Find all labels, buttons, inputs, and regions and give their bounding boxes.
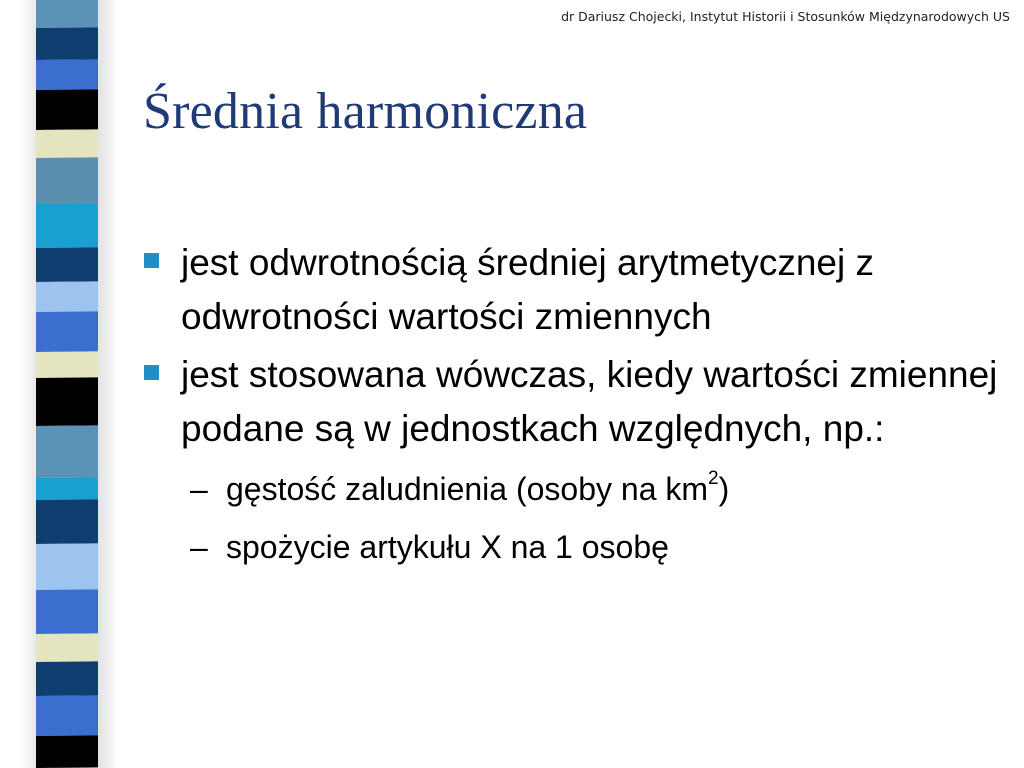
- stripe-band: [36, 203, 98, 248]
- stripe-band: [36, 247, 98, 282]
- stripe-band: [36, 695, 98, 736]
- stripe-band: [36, 351, 98, 378]
- stripe-band: [36, 499, 98, 544]
- square-bullet-icon: [144, 253, 159, 268]
- stripe-band: [36, 661, 98, 696]
- stripe-band: [36, 27, 98, 60]
- stripe-band: [36, 311, 98, 352]
- stripe-band: [36, 89, 98, 130]
- bullet-text: jest odwrotnością średniej arytmetycznej z odwrotności wartości zmiennych: [181, 242, 875, 337]
- stripe-band: [36, 59, 98, 90]
- stripe-band: [36, 543, 98, 590]
- stripe-band: [36, 0, 98, 28]
- stripe-band: [36, 735, 98, 768]
- decorative-stripe-background: [0, 0, 118, 768]
- sub-bullet-item: [144, 460, 1014, 518]
- sub-bullet-text: spożycie artykułu X na 1 osobę: [226, 529, 669, 565]
- stripe-band: [36, 425, 98, 478]
- stripe-band: [36, 589, 98, 634]
- superscript: 2: [708, 468, 719, 490]
- sub-bullet-item: [144, 518, 1014, 576]
- slide-title: Średnia harmoniczna: [143, 83, 588, 140]
- stripe-band: [36, 281, 98, 312]
- square-bullet-icon: [144, 365, 159, 380]
- stripe-band: [36, 377, 98, 426]
- stripe-band: [36, 129, 98, 158]
- dash-marker: –: [190, 529, 208, 565]
- sub-bullet-suffix: ): [718, 471, 730, 507]
- stripe-band: [36, 157, 98, 204]
- bullet-text: jest stosowana wówczas, kiedy wartości zmiennej podane są w jednostkach względnych, np.:: [181, 354, 998, 449]
- header-credit: dr Dariusz Chojecki, Instytut Historii i Stosunków Międzynarodowych US: [561, 9, 1010, 24]
- stripe-band: [36, 477, 98, 500]
- bullet-item: [144, 348, 1014, 456]
- dash-marker: –: [190, 471, 208, 507]
- sub-bullet-text: gęstość zaludnienia (osoby na km: [226, 471, 709, 507]
- decorative-color-stripe: [36, 0, 98, 768]
- bullet-item: [144, 236, 1014, 344]
- stripe-band: [36, 633, 98, 662]
- bullet-list: [144, 236, 1014, 576]
